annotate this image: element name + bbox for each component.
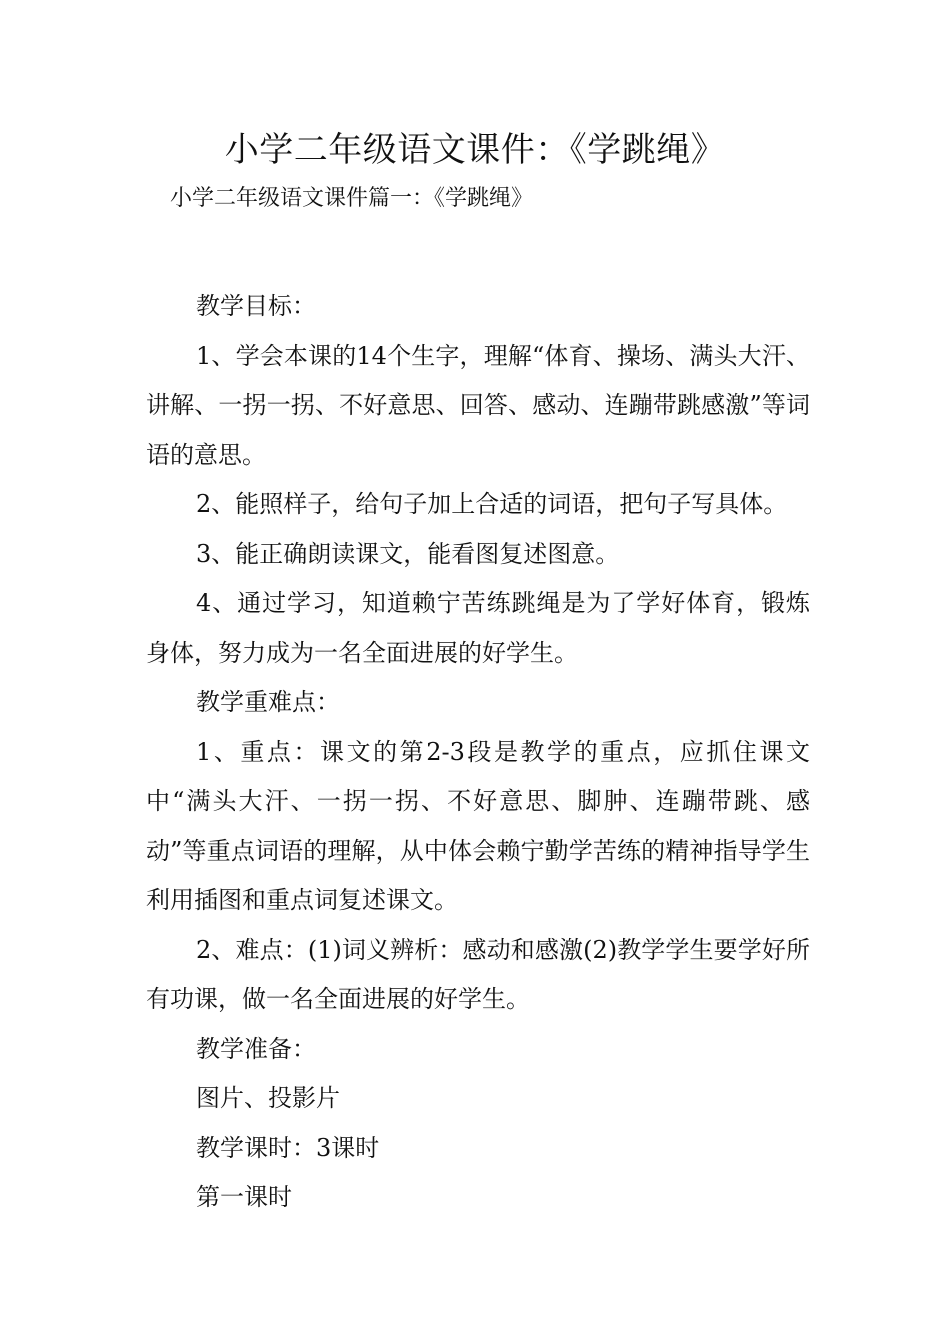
document-subtitle: 小学二年级语文课件篇一：《学跳绳》 — [170, 186, 534, 211]
first-lesson-heading: 第一课时 — [196, 1183, 292, 1211]
objective-item-1: 1、学会本课的14个生字，理解“体育、操场、满头大汗、讲解、一拐一拐、不好意思、回答、感动、连蹦带跳感激”等词语的意思。 — [146, 341, 810, 469]
key-point-item-1: 1、重点：课文的第2-3段是教学的重点，应抓住课文中“满头大汗、一拐一拐、不好意思、脚肿、连蹦带跳、感动”等重点词语的理解，从中体会赖宁勤学苦练的精神指导学生利用插图和重点词复述课文。 — [146, 737, 810, 914]
section-heading-key-points: 教学重难点： — [196, 688, 340, 716]
lesson-hours: 教学课时：3课时 — [196, 1133, 380, 1162]
preparation-materials: 图片、投影片 — [196, 1084, 340, 1112]
objective-item-3: 3、能正确朗读课文，能看图复述图意。 — [196, 539, 620, 568]
section-heading-objectives: 教学目标： — [196, 292, 316, 320]
document-title: 小学二年级语文课件：《学跳绳》 — [224, 130, 726, 170]
section-heading-preparation: 教学准备： — [196, 1034, 316, 1063]
objective-item-2: 2、能照样子，给句子加上合适的词语，把句子写具体。 — [196, 490, 788, 518]
key-point-item-2: 2、难点：(1)词义辨析：感动和感激(2)教学学生要学好所有功课，做一名全面进展的好学生。 — [146, 935, 810, 1013]
objective-item-4: 4、通过学习，知道赖宁苦练跳绳是为了学好体育，锻炼身体，努力成为一名全面进展的好学生。 — [146, 589, 810, 667]
document-body — [146, 282, 810, 1223]
